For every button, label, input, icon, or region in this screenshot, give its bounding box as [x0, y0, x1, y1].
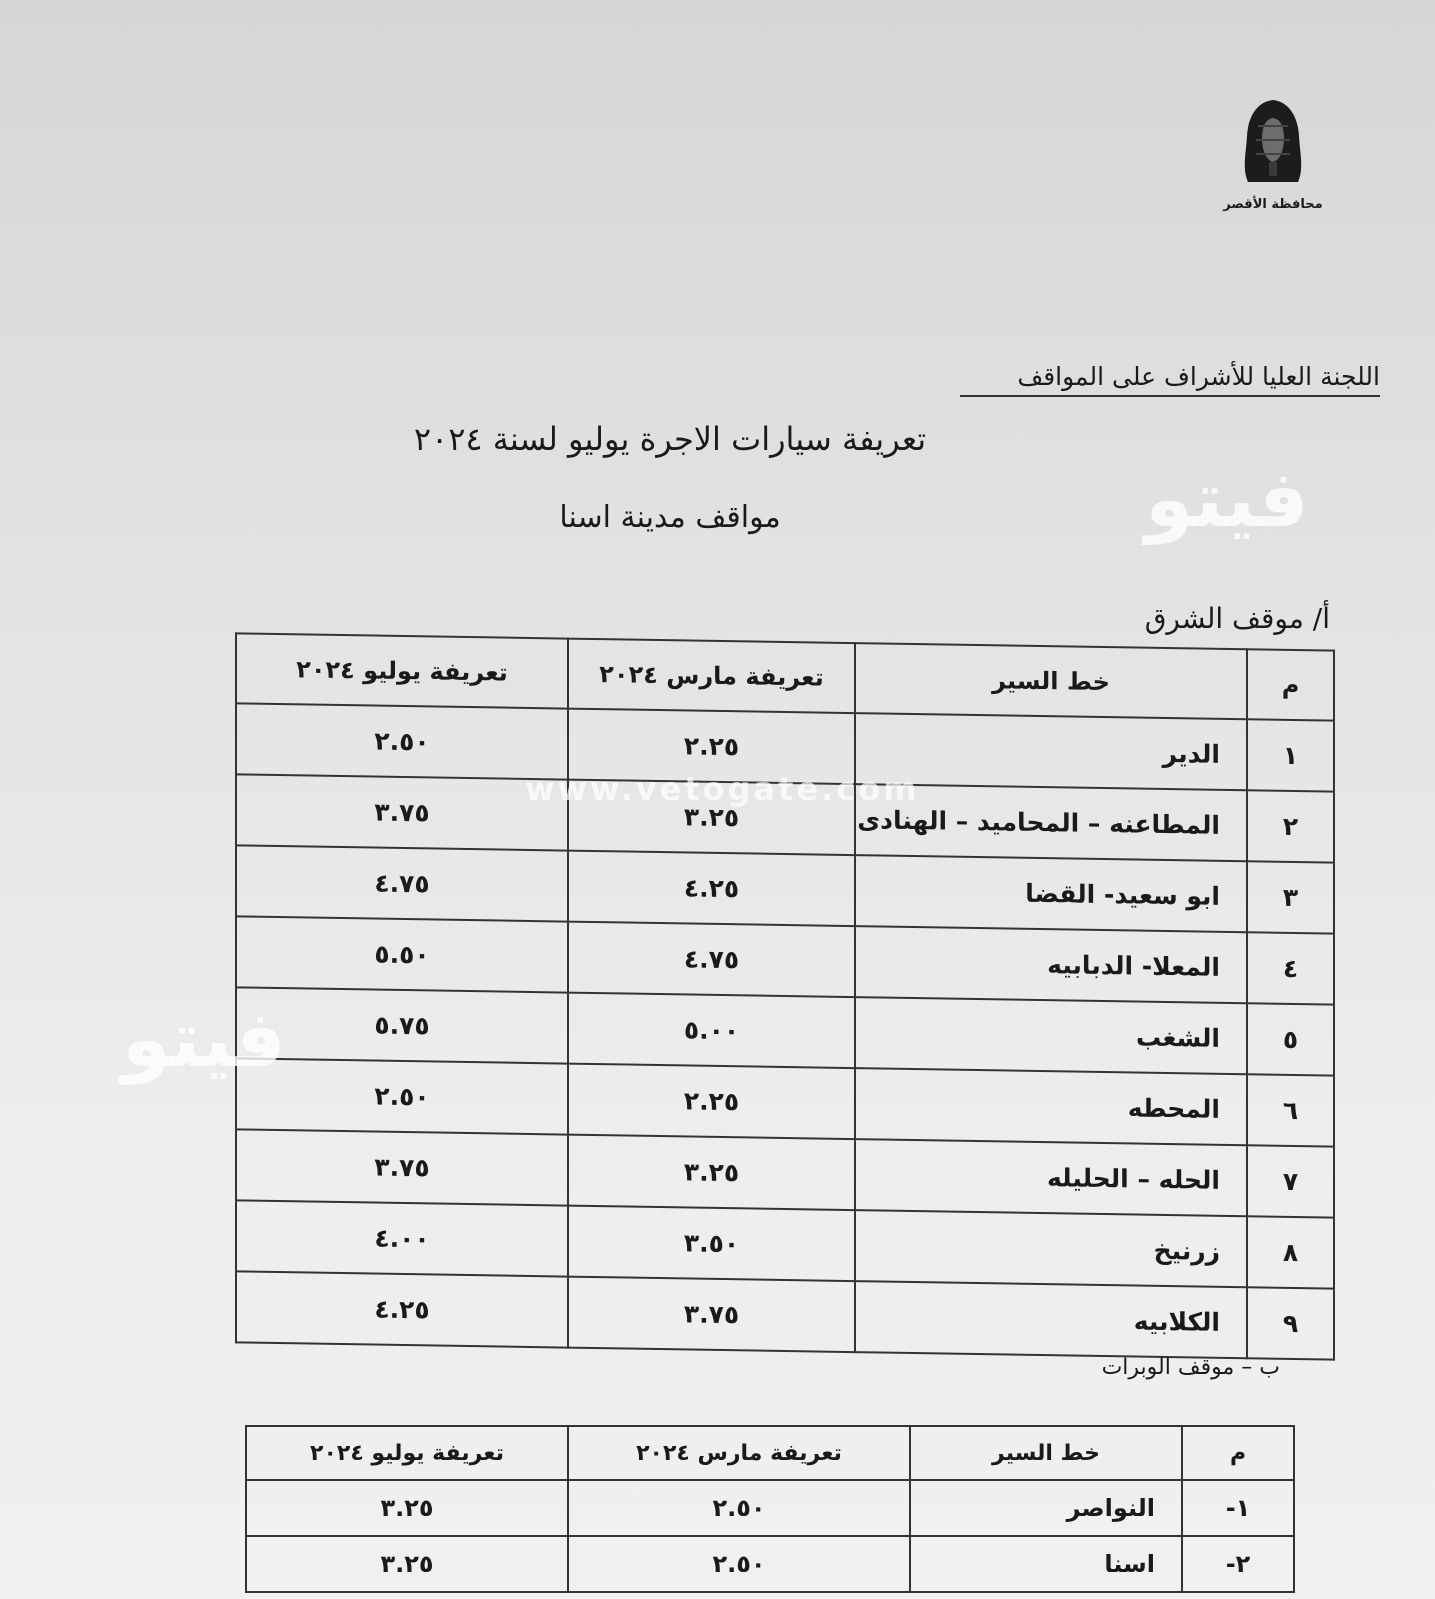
page-title: تعريفة سيارات الاجرة يوليو لسنة ٢٠٢٤ — [413, 420, 927, 458]
pharaoh-mask-icon — [1238, 96, 1308, 191]
row-number: ٨ — [1247, 1216, 1334, 1288]
row-number: ١ — [1247, 719, 1334, 791]
col-header-july: تعريفة يوليو ٢٠٢٤ — [236, 633, 568, 708]
july-fare-cell: ٤.٢٥ — [236, 1271, 568, 1347]
fare-table-wabarat — [245, 1425, 1295, 1593]
route-cell: الشغب — [855, 997, 1247, 1074]
col-header-march: تعريفة مارس ٢٠٢٤ — [568, 1426, 910, 1480]
route-cell: النواصر — [910, 1480, 1182, 1536]
watermark-site: www.vetogate.com — [525, 770, 920, 808]
watermark-logo: فيتو — [122, 995, 286, 1085]
march-fare-cell: ٣.٢٥ — [568, 780, 855, 856]
row-number: ٢- — [1182, 1536, 1294, 1592]
page-subtitle: مواقف مدينة اسنا — [559, 500, 781, 535]
table-row — [246, 1536, 1294, 1592]
july-fare-cell: ٢.٥٠ — [236, 1058, 568, 1134]
route-cell: الكلابيه — [855, 1281, 1247, 1358]
july-fare-cell: ٥.٧٥ — [236, 987, 568, 1063]
row-number: ١- — [1182, 1480, 1294, 1536]
route-cell: المعلا- الدبابيه — [855, 926, 1247, 1003]
july-fare-cell: ٣.٧٥ — [236, 1129, 568, 1205]
row-number: ٤ — [1247, 932, 1334, 1004]
july-fare-cell: ٣.٢٥ — [246, 1536, 568, 1592]
route-cell: المحطه — [855, 1068, 1247, 1145]
row-number: ٧ — [1247, 1145, 1334, 1217]
row-number: ٣ — [1247, 861, 1334, 933]
section-b-title: ب – موقف الوبرات — [1101, 1355, 1280, 1380]
march-fare-cell: ٢.٢٥ — [568, 709, 855, 785]
route-cell: المطاعنه – المحاميد – الهنادى — [855, 784, 1247, 861]
col-header-march: تعريفة مارس ٢٠٢٤ — [568, 639, 855, 714]
july-fare-cell: ٢.٥٠ — [236, 703, 568, 779]
route-cell: ابو سعيد- القضا — [855, 855, 1247, 932]
row-number: ٩ — [1247, 1287, 1334, 1359]
july-fare-cell: ٣.٧٥ — [236, 774, 568, 850]
july-fare-cell: ٣.٢٥ — [246, 1480, 568, 1536]
july-fare-cell: ٤.٧٥ — [236, 845, 568, 921]
route-cell: اسنا — [910, 1536, 1182, 1592]
march-fare-cell: ٤.٧٥ — [568, 922, 855, 998]
row-number: ٢ — [1247, 790, 1334, 862]
row-number: ٥ — [1247, 1003, 1334, 1075]
route-cell: الدير — [855, 713, 1247, 790]
march-fare-cell: ٣.٧٥ — [568, 1277, 855, 1353]
march-fare-cell: ٤.٢٥ — [568, 851, 855, 927]
col-header-num: م — [1182, 1426, 1294, 1480]
committee-heading: اللجنة العليا للأشراف على المواقف — [960, 362, 1380, 397]
route-cell: الحله – الحليله — [855, 1139, 1247, 1216]
table-header-row — [246, 1426, 1294, 1480]
march-fare-cell: ٥.٠٠ — [568, 993, 855, 1069]
governorate-name: محافظة الأقصر — [1223, 197, 1323, 212]
col-header-route: خط السير — [910, 1426, 1182, 1480]
route-cell: زرنيخ — [855, 1210, 1247, 1287]
col-header-july: تعريفة يوليو ٢٠٢٤ — [246, 1426, 568, 1480]
col-header-route: خط السير — [855, 643, 1247, 719]
col-header-num: م — [1247, 649, 1334, 720]
section-a-title: أ/ موقف الشرق — [1144, 602, 1330, 635]
march-fare-cell: ٣.٥٠ — [568, 1206, 855, 1282]
fare-table-east — [235, 632, 1335, 1360]
march-fare-cell: ٣.٢٥ — [568, 1135, 855, 1211]
row-number: ٦ — [1247, 1074, 1334, 1146]
march-fare-cell: ٢.٥٠ — [568, 1536, 910, 1592]
table-row — [246, 1480, 1294, 1536]
july-fare-cell: ٤.٠٠ — [236, 1200, 568, 1276]
watermark-logo: فيتو — [1145, 455, 1309, 545]
governorate-seal — [1198, 96, 1348, 236]
july-fare-cell: ٥.٥٠ — [236, 916, 568, 992]
march-fare-cell: ٢.٢٥ — [568, 1064, 855, 1140]
march-fare-cell: ٢.٥٠ — [568, 1480, 910, 1536]
